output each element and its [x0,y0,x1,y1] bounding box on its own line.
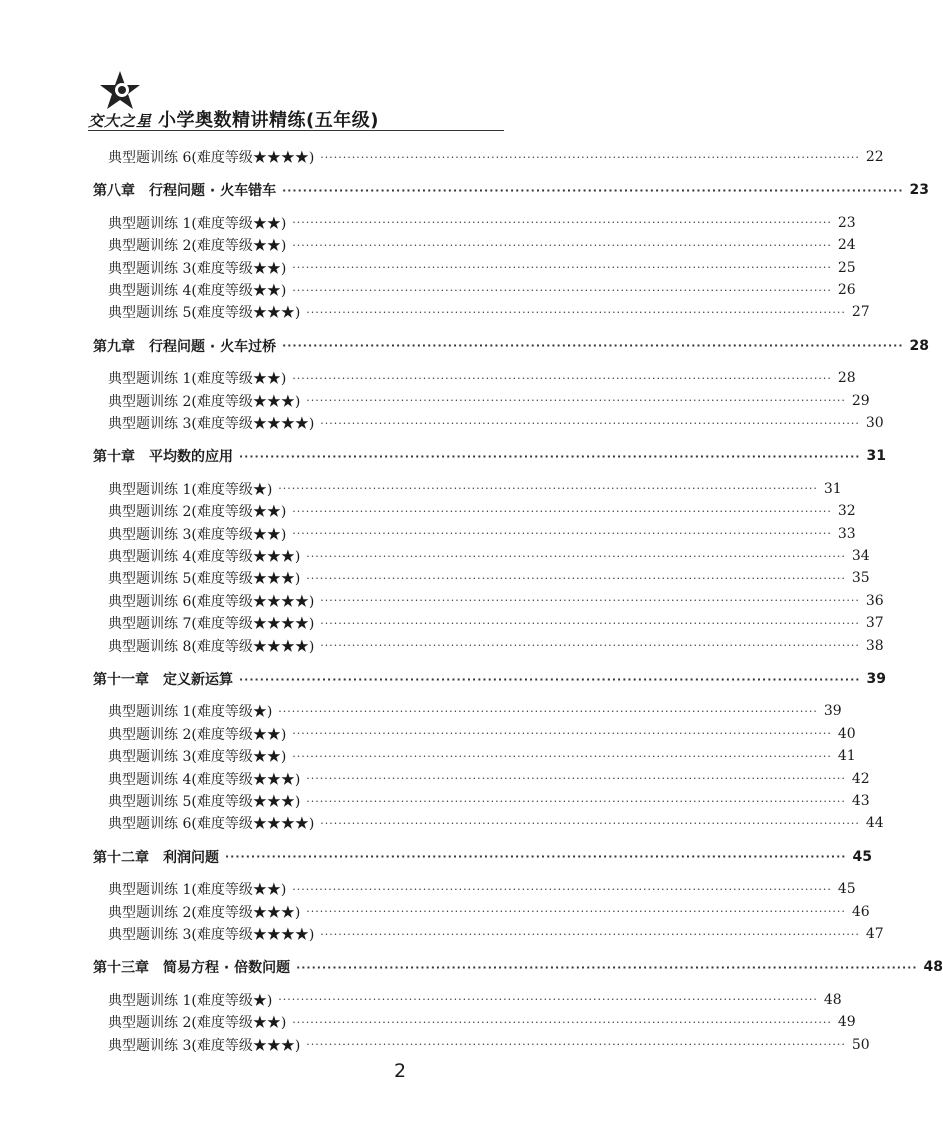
toc-page-number: 22 [865,149,884,165]
dot-leader: ························································································································ [320,639,860,653]
toc-page-number: 40 [837,725,856,742]
exercise-label: 典型题训练 3(难度等级★★★★) [108,416,315,432]
dot-leader: ························································································································ [306,394,846,408]
chapter-number: 第九章 [93,338,135,355]
dot-leader: ························································································································ [292,727,832,741]
toc-page-number: 27 [851,304,870,321]
toc-item-row [108,212,856,234]
toc-page-number: 23 [837,214,856,231]
toc-page-number: 32 [837,503,856,520]
exercise-label: 典型题训练 2(难度等级★★) [108,1015,287,1032]
toc-page-number: 46 [851,903,870,920]
chapter-number: 第八章 [93,183,135,200]
difficulty-stars: ★★★★ [252,593,309,610]
difficulty-stars: ★ [252,992,267,1009]
toc-page-number: 49 [837,1014,856,1031]
exercise-name: 典型题训练 4 [108,549,192,565]
toc-item-row [108,1011,856,1033]
difficulty-label: 难度等级 [196,238,253,255]
toc-item-row [108,412,884,434]
exercise-label: 典型题训练 1(难度等级★★) [108,371,287,388]
toc-page-number: 39 [823,703,842,720]
dot-leader: ························································································································ [278,993,818,1007]
toc-page-number: 45 [852,848,872,865]
toc-item-row [108,878,856,900]
exercise-label: 典型题训练 6(难度等级★★★★) [108,150,315,166]
exercise-label: 典型题训练 6(难度等级★★★★) [108,816,315,833]
difficulty-stars: ★★ [252,1015,281,1032]
exercise-label: 典型题训练 3(难度等级★★) [108,260,287,277]
toc-chapter-row [93,335,930,357]
dot-leader: ························································································································ [225,850,847,864]
exercise-label: 典型题训练 7(难度等级★★★★) [108,616,315,633]
logo [88,70,160,130]
difficulty-label: 难度等级 [196,726,253,743]
difficulty-label: 难度等级 [196,794,253,810]
exercise-label: 典型题训练 2(难度等级★★★) [108,393,301,410]
difficulty-label: 难度等级 [196,927,253,943]
exercise-name: 典型题训练 2 [108,238,192,255]
difficulty-label: 难度等级 [196,283,253,299]
toc-page-number: 36 [865,592,884,609]
exercise-label: 典型题训练 6(难度等级★★★★) [108,593,315,610]
difficulty-label: 难度等级 [196,305,253,322]
dot-leader: ························································································································ [306,794,846,808]
dot-leader: ························································································································ [306,305,846,319]
dot-leader: ························································································································ [282,183,904,197]
dot-leader: ························································································································ [292,527,832,541]
difficulty-stars: ★★★★ [252,416,309,432]
dot-leader: ························································································································ [296,960,918,974]
difficulty-label: 难度等级 [196,481,253,498]
toc-chapter-row [93,846,872,868]
dot-leader: ························································································································ [292,261,832,275]
difficulty-label: 难度等级 [196,504,253,521]
difficulty-label: 难度等级 [196,616,253,633]
toc-page-number: 48 [923,959,943,976]
page-number: 2 [393,1060,407,1082]
difficulty-stars: ★★ [252,283,281,299]
difficulty-label: 难度等级 [196,260,253,277]
difficulty-label: 难度等级 [196,593,253,610]
dot-leader: ························································································································ [278,704,818,718]
chapter-title: 平均数的应用 [149,449,233,466]
toc-page-number: 26 [837,282,856,298]
toc-page-number: 28 [909,337,930,354]
exercise-name: 典型题训练 3 [108,526,192,543]
exercise-name: 典型题训练 3 [108,749,192,766]
difficulty-label: 难度等级 [196,882,253,899]
exercise-label: 典型题训练 3(难度等级★★) [108,526,287,543]
toc-page-number: 47 [865,926,884,942]
exercise-name: 典型题训练 4 [108,771,192,788]
toc-page-number: 41 [837,748,856,765]
difficulty-stars: ★★★ [252,549,295,565]
star-logo-icon [98,70,142,110]
difficulty-label: 难度等级 [196,992,253,1009]
toc-page-number: 23 [909,182,930,199]
chapter-title: 定义新运算 [163,672,233,688]
dot-leader: ························································································································ [306,571,846,585]
header-divider [88,130,504,131]
exercise-label: 典型题训练 2(难度等级★★) [108,726,287,743]
exercise-name: 典型题训练 8 [108,638,192,655]
exercise-name: 典型题训练 3 [108,1037,192,1054]
toc-item-row [108,700,842,722]
difficulty-stars: ★★★ [252,904,295,921]
difficulty-label: 难度等级 [196,704,253,721]
exercise-label: 典型题训练 2(难度等级★★) [108,504,287,521]
difficulty-label: 难度等级 [196,393,253,410]
toc-page-number: 44 [865,815,884,832]
dot-leader: ························································································································ [320,927,860,941]
toc-page-number: 42 [851,770,870,787]
difficulty-label: 难度等级 [196,150,253,166]
difficulty-stars: ★★ [252,238,281,255]
book-title: 小学奥数精讲精练(五年级) [158,110,379,131]
toc-page-number: 48 [823,991,842,1008]
toc-page-number: 39 [866,671,886,687]
dot-leader: ························································································································ [320,416,860,430]
chapter-number: 第十二章 [93,849,149,866]
toc-item-row [108,1034,870,1056]
dot-leader: ························································································································ [320,816,860,830]
chapter-number: 第十一章 [93,672,149,688]
exercise-name: 典型题训练 4 [108,283,192,299]
exercise-label: 典型题训练 5(难度等级★★★) [108,305,301,322]
difficulty-label: 难度等级 [196,771,253,788]
toc-item-row [108,279,856,301]
exercise-name: 典型题训练 5 [108,794,192,810]
exercise-name: 典型题训练 1 [108,481,192,498]
chapter-heading [93,847,219,867]
toc-item-row [108,390,870,412]
difficulty-stars: ★★★★ [252,816,309,833]
exercise-label: 典型题训练 3(难度等级★★★) [108,1037,301,1054]
exercise-label: 典型题训练 4(难度等级★★★) [108,549,301,565]
chapter-heading [93,957,290,977]
difficulty-stars: ★★★★ [252,616,309,633]
exercise-label: 典型题训练 3(难度等级★★★★) [108,927,315,943]
dot-leader: ························································································································ [292,216,832,230]
exercise-name: 典型题训练 3 [108,416,192,432]
toc-item-row [108,500,856,522]
chapter-title: 利润问题 [163,849,219,866]
exercise-label: 典型题训练 3(难度等级★★) [108,749,287,766]
exercise-name: 典型题训练 6 [108,593,192,610]
exercise-label: 典型题训练 5(难度等级★★★) [108,571,301,588]
difficulty-label: 难度等级 [196,638,253,655]
difficulty-stars: ★★★ [252,1037,295,1054]
toc-chapter-row [93,956,943,978]
chapter-heading [93,446,233,466]
dot-leader: ························································································································ [306,905,846,919]
difficulty-label: 难度等级 [196,526,253,543]
exercise-name: 典型题训练 1 [108,882,192,899]
exercise-name: 典型题训练 5 [108,571,192,588]
chapter-title: 行程问题 · 火车错车 [149,183,277,200]
exercise-label: 典型题训练 1(难度等级★) [108,704,273,721]
difficulty-stars: ★★ [252,371,281,388]
toc-page-number: 34 [851,548,870,564]
difficulty-label: 难度等级 [196,371,253,388]
exercise-name: 典型题训练 2 [108,1015,192,1032]
toc-chapter-row [93,179,930,201]
exercise-label: 典型题训练 1(难度等级★) [108,481,273,498]
toc-item-row [108,590,884,612]
exercise-label: 典型题训练 1(难度等级★★) [108,215,287,232]
difficulty-stars: ★★★★ [252,927,309,943]
toc-item-row [108,146,884,168]
toc-item-row [108,723,856,745]
exercise-name: 典型题训练 7 [108,616,192,633]
toc-page-number: 33 [837,525,856,542]
dot-leader: ························································································································ [278,482,818,496]
difficulty-stars: ★★★ [252,771,295,788]
exercise-name: 典型题训练 1 [108,215,192,232]
difficulty-label: 难度等级 [196,816,253,833]
dot-leader: ························································································································ [292,1015,832,1029]
chapter-heading [93,336,276,356]
toc-item-row [108,234,856,256]
difficulty-label: 难度等级 [196,1037,253,1054]
difficulty-label: 难度等级 [196,904,253,921]
dot-leader: ························································································································ [282,339,904,353]
toc-item-row [108,901,870,923]
toc-item-row [108,567,870,589]
exercise-label: 典型题训练 5(难度等级★★★) [108,794,301,810]
toc-page-number: 35 [851,570,870,587]
exercise-name: 典型题训练 3 [108,927,192,943]
chapter-number: 第十三章 [93,960,149,977]
difficulty-stars: ★★ [252,726,281,743]
dot-leader: ························································································································ [292,504,832,518]
exercise-name: 典型题训练 6 [108,150,192,166]
toc-page-number: 45 [837,881,856,898]
toc-item-row [108,612,884,634]
difficulty-stars: ★★★★ [252,150,309,166]
toc-page-number: 50 [851,1036,870,1053]
exercise-name: 典型题训练 1 [108,704,192,721]
toc-page-number: 38 [865,637,884,654]
dot-leader: ························································································································ [320,150,860,164]
difficulty-label: 难度等级 [196,571,253,588]
difficulty-stars: ★★ [252,749,281,766]
exercise-name: 典型题训练 1 [108,992,192,1009]
difficulty-stars: ★★★ [252,305,295,322]
exercise-label: 典型题训练 2(难度等级★★★) [108,904,301,921]
exercise-name: 典型题训练 2 [108,504,192,521]
toc-chapter-row [93,445,886,467]
difficulty-label: 难度等级 [196,1015,253,1032]
page-header [88,70,504,132]
exercise-label: 典型题训练 2(难度等级★★) [108,238,287,255]
toc-page-number: 25 [837,259,856,276]
toc-item-row [108,523,856,545]
dot-leader: ························································································································ [306,1038,846,1052]
toc-item-row [108,301,870,323]
toc-item-row [108,545,870,567]
chapter-heading [93,669,233,689]
exercise-label: 典型题训练 1(难度等级★) [108,992,273,1009]
chapter-title: 简易方程 · 倍数问题 [163,960,291,977]
difficulty-stars: ★ [252,481,267,498]
toc-item-row [108,367,856,389]
toc-page-number: 31 [866,448,886,465]
exercise-name: 典型题训练 3 [108,260,192,277]
dot-leader: ························································································································ [239,672,861,686]
dot-leader: ························································································································ [306,549,846,563]
dot-leader: ························································································································ [292,283,832,297]
exercise-name: 典型题训练 2 [108,393,192,410]
exercise-label: 典型题训练 1(难度等级★★) [108,882,287,899]
difficulty-label: 难度等级 [196,749,253,766]
difficulty-stars: ★★★ [252,571,295,588]
dot-leader: ························································································································ [292,882,832,896]
difficulty-stars: ★★ [252,526,281,543]
dot-leader: ························································································································ [306,772,846,786]
dot-leader: ························································································································ [320,616,860,630]
difficulty-stars: ★★★ [252,393,295,410]
dot-leader: ························································································································ [292,238,832,252]
chapter-title: 行程问题 · 火车过桥 [149,338,277,355]
toc-page-number: 28 [837,370,856,387]
exercise-name: 典型题训练 2 [108,904,192,921]
difficulty-stars: ★★ [252,260,281,277]
dot-leader: ························································································································ [292,371,832,385]
difficulty-label: 难度等级 [196,416,253,432]
toc-page-number: 37 [865,615,884,632]
toc-item-row [108,635,884,657]
toc-page-number: 30 [865,415,884,431]
toc-item-row [108,812,884,834]
exercise-label: 典型题训练 4(难度等级★★) [108,283,287,299]
difficulty-stars: ★ [252,704,267,721]
difficulty-stars: ★★ [252,215,281,232]
toc-page-number: 29 [851,392,870,409]
difficulty-label: 难度等级 [196,549,253,565]
chapter-heading [93,180,276,200]
exercise-name: 典型题训练 1 [108,371,192,388]
toc-item-row [108,790,870,812]
toc-item-row [108,923,884,945]
dot-leader: ························································································································ [320,594,860,608]
toc-item-row [108,989,842,1011]
toc-chapter-row [93,668,886,690]
toc-page-number: 31 [823,480,842,497]
difficulty-stars: ★★ [252,882,281,899]
exercise-name: 典型题训练 5 [108,305,192,322]
difficulty-label: 难度等级 [196,215,253,232]
exercise-label: 典型题训练 4(难度等级★★★) [108,771,301,788]
toc-item-row [108,745,856,767]
toc-page-number: 43 [851,793,870,809]
difficulty-stars: ★★ [252,504,281,521]
toc-item-row [108,768,870,790]
toc-item-row [108,478,842,500]
exercise-name: 典型题训练 6 [108,816,192,833]
difficulty-stars: ★★★ [252,794,295,810]
dot-leader: ························································································································ [292,749,832,763]
chapter-number: 第十章 [93,449,135,466]
logo-text: 交大之星 [88,112,153,130]
dot-leader: ························································································································ [239,449,861,463]
difficulty-stars: ★★★★ [252,638,309,655]
exercise-label: 典型题训练 8(难度等级★★★★) [108,638,315,655]
toc-page-number: 24 [837,237,856,254]
exercise-name: 典型题训练 2 [108,726,192,743]
toc-item-row [108,257,856,279]
